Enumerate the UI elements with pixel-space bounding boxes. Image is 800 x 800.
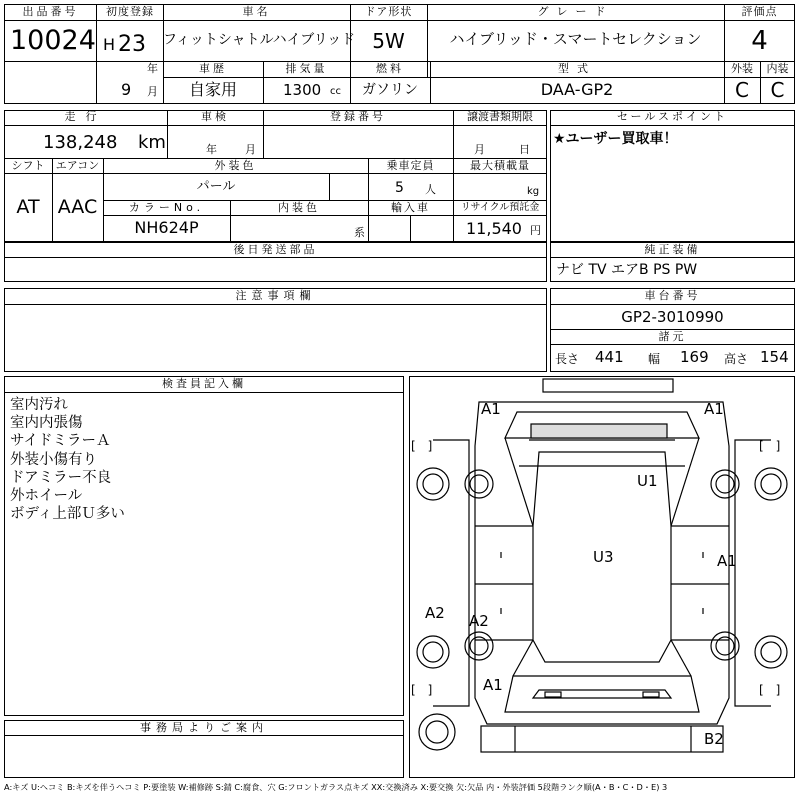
height-label: 高さ: [724, 352, 749, 366]
width: 169: [680, 348, 709, 366]
office-label: 事務局よりご案内: [140, 721, 268, 734]
inspection-year-unit: 年: [206, 143, 217, 156]
length: 441: [595, 348, 624, 366]
capacity: 5: [395, 180, 404, 196]
damage-mark: A1: [483, 676, 503, 694]
shift-label: シフト: [11, 159, 45, 172]
wheel-front-left: [417, 636, 449, 668]
exterior-label: 外装: [731, 62, 753, 75]
transfer-label: 譲渡書類期限: [467, 110, 533, 123]
interior-label: 内装: [766, 62, 789, 75]
rear-glass: [531, 424, 667, 438]
damage-mark: A2: [425, 604, 445, 622]
bracket: [ ]: [411, 439, 433, 453]
height: 154: [760, 348, 789, 366]
wheel-rear-right: [755, 468, 787, 500]
bracket: [ ]: [411, 683, 433, 697]
damage-mark: U3: [593, 548, 614, 566]
inspector-note: 室内汚れ: [10, 397, 68, 413]
era: H: [103, 35, 116, 54]
transfer-month-unit: 月: [474, 143, 485, 156]
recycle-label: リサイクル預託金: [460, 202, 540, 213]
spare-wheel: [419, 714, 455, 750]
ext-color-label: 外装色: [214, 159, 257, 172]
year: 23: [118, 32, 146, 57]
inspection-month-unit: 月: [245, 143, 256, 156]
inspector-notes: [10, 396, 125, 523]
damage-mark: U1: [637, 472, 658, 490]
interior-grade: C: [770, 78, 785, 102]
import-label: 輸入車: [391, 201, 430, 214]
car-name: フィットシャトルハイブリッド: [163, 32, 356, 48]
legend: A:キズ U:ヘコミ B:キズを伴うヘコミ P:要塗装 W:補修跡 S:錆 C:腐食、穴 G:フロントガラス点キズ XX:交換済み X:要交換 欠:欠品 内・外装評価 5段階ランク順(A・B・C・D・E) 3: [4, 782, 668, 792]
load-unit: kg: [527, 186, 540, 197]
damage-mark: A1: [704, 400, 724, 418]
fuel-label: 燃料: [376, 62, 404, 75]
grade-label: グレード: [537, 5, 614, 18]
equipment-label: 純正装備: [644, 243, 701, 256]
door-label: ドア形状: [364, 5, 413, 18]
sales-point-box: [550, 110, 795, 242]
inspection-label: 車検: [201, 110, 229, 123]
shift: AT: [16, 196, 40, 218]
score-label: 評価点: [741, 5, 778, 18]
sales-point: ★ユーザー買取車！: [553, 131, 678, 147]
inspector-note: ボディ上部Ｕ多い: [10, 506, 125, 523]
displacement-unit: cc: [330, 86, 341, 97]
first-reg-label: 初度登録: [106, 5, 154, 18]
color-no: NH624P: [134, 218, 199, 237]
chassis: GP2-3010990: [621, 308, 724, 326]
mileage-label: 走行: [64, 110, 107, 123]
chassis-label: 車台番号: [644, 289, 701, 302]
lot-label: 出品番号: [22, 5, 79, 18]
ext-color: パール: [196, 179, 236, 194]
inspector-note: 外ホイール: [10, 488, 83, 505]
caution-label: 注意事項欄: [235, 289, 316, 302]
equipment: ナビ TV エアB PS PW: [556, 262, 698, 278]
width-label: 幅: [648, 352, 661, 366]
front-bumper: [481, 726, 723, 752]
car-name-label: 車名: [242, 5, 271, 18]
ac-label: エアコン: [55, 159, 100, 172]
lot-number: 10024: [10, 25, 96, 56]
wheel-rear-left: [417, 468, 449, 500]
inspector-label: 検査員記入欄: [162, 377, 246, 390]
wheel-front-right: [755, 636, 787, 668]
int-color-unit: 系: [354, 226, 365, 239]
capacity-label: 乗車定員: [386, 159, 435, 172]
sales-point-label: セールスポイント: [616, 110, 728, 123]
damage-mark: A1: [717, 552, 737, 570]
mileage-unit: km: [138, 132, 166, 153]
length-label: 長さ: [555, 352, 580, 366]
later-parts-label: 後日発送部品: [233, 243, 318, 256]
bracket: [ ]: [759, 439, 781, 453]
month-unit: 月: [147, 85, 158, 98]
model-label: 型式: [558, 62, 596, 75]
mileage: 138,248: [43, 132, 118, 153]
capacity-unit: 人: [425, 183, 436, 196]
load-label: 最大積載量: [470, 159, 530, 172]
bracket: [ ]: [759, 683, 781, 697]
year-unit: 年: [147, 62, 158, 75]
transfer-day-unit: 日: [519, 143, 530, 156]
inspector-note: 室内内張傷: [10, 415, 83, 432]
car-diagram: [409, 376, 795, 778]
damage-mark: A2: [469, 612, 489, 630]
score: 4: [751, 26, 768, 56]
recycle: 11,540: [466, 219, 522, 238]
exterior-grade: C: [735, 78, 749, 102]
inspector-note: ドアミラー不良: [10, 469, 112, 486]
history: 自家用: [188, 80, 237, 99]
dims-label: 諸元: [658, 330, 687, 343]
ac: AAC: [57, 196, 98, 218]
fuel: ガソリン: [362, 82, 418, 98]
int-color-label: 内装色: [278, 201, 320, 214]
reg-no-label: 登録番号: [330, 110, 386, 123]
color-no-label: カラーNo.: [128, 201, 205, 214]
damage-mark: B2: [704, 730, 724, 748]
damage-mark: A1: [481, 400, 501, 418]
displacement: 1300: [283, 81, 322, 99]
inspector-note: 外装小傷有り: [10, 451, 97, 468]
rear-bumper: [543, 379, 673, 392]
displacement-label: 排気量: [285, 62, 328, 75]
model: DAA-GP2: [540, 80, 614, 99]
grade: ハイブリッド・スマートセレクション: [449, 30, 702, 48]
inspector-note: サイドミラーＡ: [10, 433, 111, 450]
history-label: 車歴: [199, 62, 227, 75]
month: 9: [121, 80, 132, 99]
door: 5W: [372, 29, 405, 53]
recycle-unit: 円: [530, 224, 541, 237]
